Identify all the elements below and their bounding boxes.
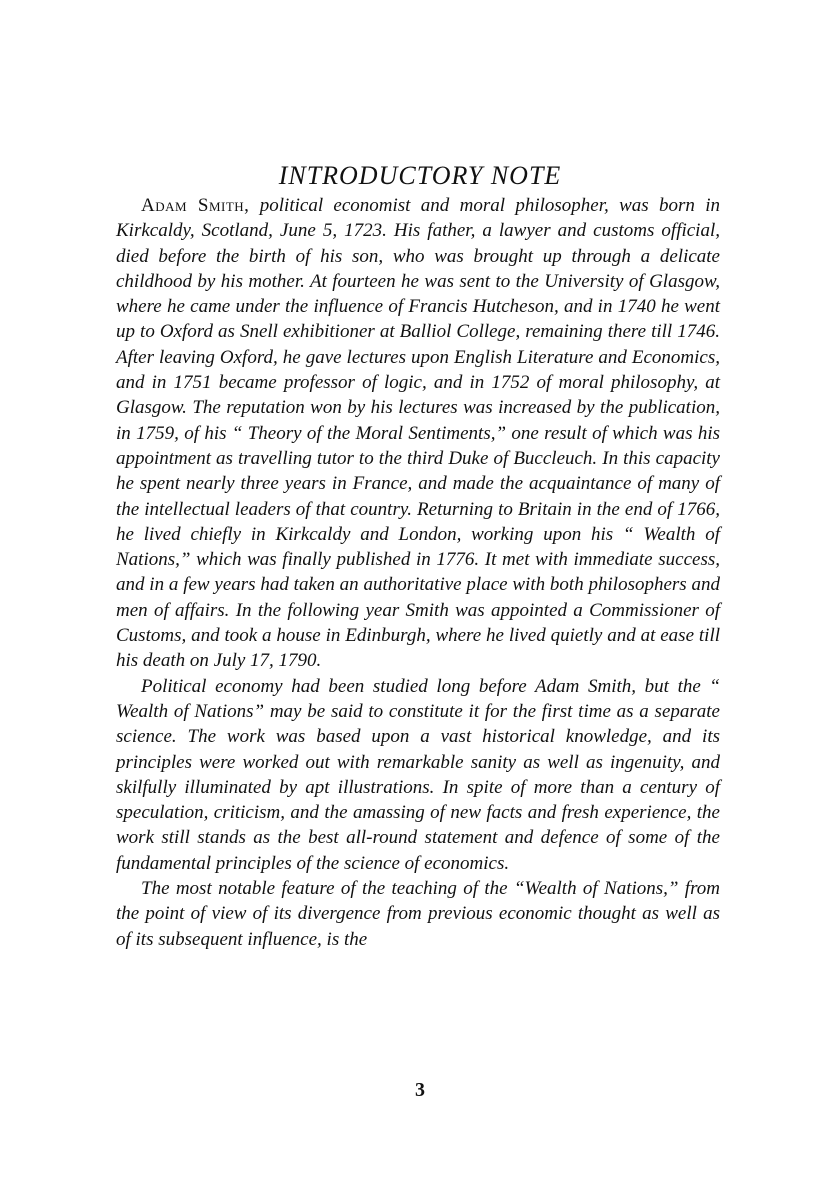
author-name: Adam Smith, (141, 195, 250, 216)
page-title: INTRODUCTORY NOTE (278, 161, 562, 190)
paragraph-3: The most notable feature of the teaching of the “Wealth of Nations,” from the point of view of its divergence from previous economic thought as well as of its subsequent influence, is the (116, 878, 720, 950)
body-text (116, 193, 720, 952)
page-number: 3 (415, 1079, 425, 1101)
paragraph-1 (116, 193, 720, 674)
paragraph-2: Political economy had been studied long before Adam Smith, but the “ Wealth of Nations” may be said to constitute it for the first time as a separate science. The work was based upon a vast historical knowledge, and its principles were worked out with remarkable sanity as well as ingenuity, and skilfully illuminated by apt illustrations. In spite of more than a century of speculation, criticism, and the amassing of new facts and fresh experience, the work still stands as the best all-round statement and defence of some of the fundamental principles of the science of economics. (116, 675, 720, 874)
paragraph-1-text: political economist and moral philosopher, was born in Kirkcaldy, Scotland, June 5, 1723. His father, a lawyer and customs official, died before the birth of his son, who was brought up through a delicate childhood by his mother. At fourteen he was sent to the University of Glasgow, where he came under the influence of Francis Hutcheson, and in 1740 he went up to Oxford as Snell exhibitioner at Balliol College, remaining there till 1746. After leaving Oxford, he gave lectures upon English Literature and Economics, and in 1751 became professor of logic, and in 1752 of moral philosophy, at Glasgow. The reputation won by his lectures was increased by the publication, in 1759, of his “ Theory of the Moral Sentiments,” one result of which was his appointment as travelling tutor to the third Duke of Buccleuch. In this capacity he spent nearly three years in France, and made the acquaintance of many of the intellectual leaders of that country. Returning to Britain in the end of 1766, he lived chiefly in Kirkcaldy and London, working upon his “ Wealth of Nations,” which was finally published in 1776. It met with immediate success, and in a few years had taken an authoritative place with both philosophers and men of affairs. In the following year Smith was appointed a Commissioner of Customs, and took a house in Edinburgh, where he lived quietly and at ease till his death on July 17, 1790. (116, 195, 720, 672)
